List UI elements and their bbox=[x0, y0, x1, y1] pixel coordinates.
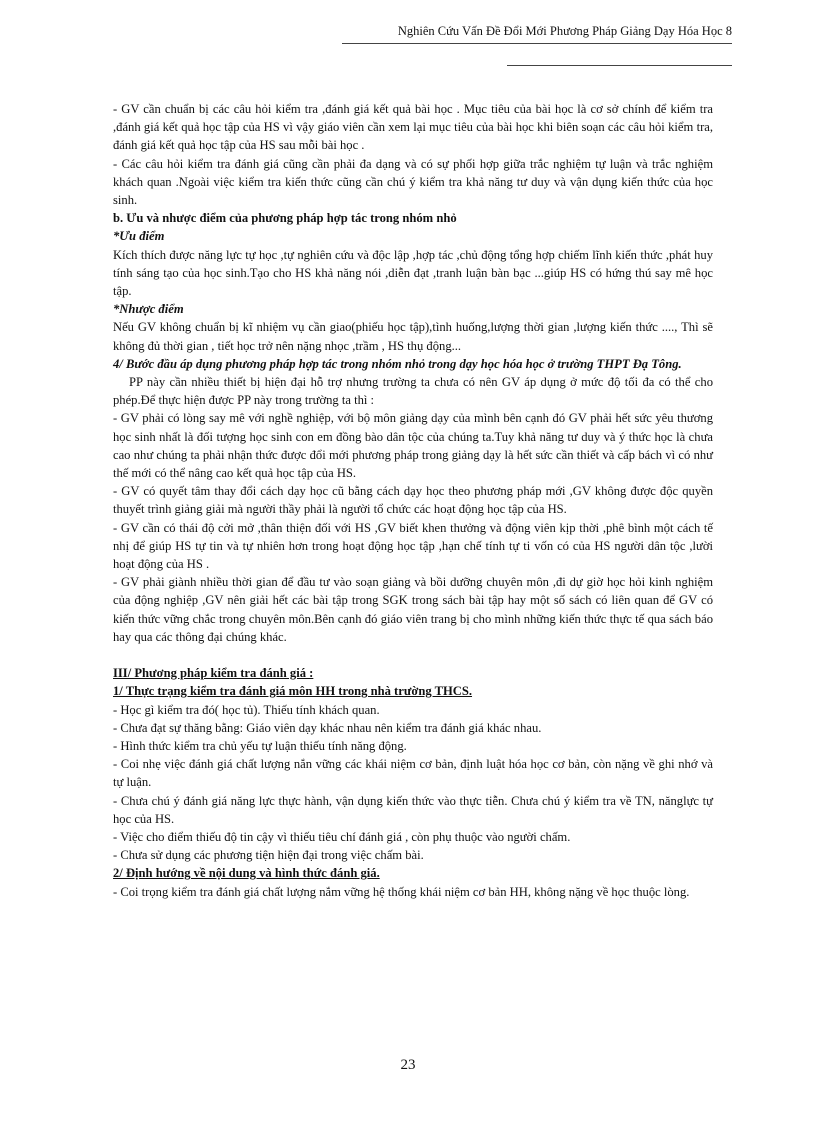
page-number: 23 bbox=[400, 1057, 416, 1073]
section-heading: 4/ Bước đầu áp dụng phương pháp hợp tác trong nhóm nhỏ trong dạy học hóa học ở trường THPT Đạ Tông. bbox=[113, 356, 682, 371]
section-heading: III/ Phương pháp kiểm tra đánh giá : bbox=[113, 666, 314, 681]
paragraph: PP này cần nhiều thiết bị hiện đại hỗ trợ nhưng trường ta chưa có nên GV áp dụng ở mức độ tối đa có thể cho phép.Để thực hiện được PP này trong trường ta thì : bbox=[113, 375, 713, 408]
paragraph: - GV cần có thái độ cởi mở ,thân thiện đối với HS ,GV biết khen thưởng và động viên kịp thời ,phê bình một cách tế nhị để giúp HS tự tin và tự nhiên hơn trong hoạt động học tập ,hạn chế tính tự ti vốn có của HS người dân tộc ,lười hoạt động của HS . bbox=[113, 520, 713, 572]
paragraph: Nếu GV không chuẩn bị kĩ nhiệm vụ cần giao(phiếu học tập),tình huống,lượng thời gian ,lượng kiến thức ...., Thì sẽ không đủ thời gian , tiết học trở nên nặng nhọc ,trầm , HS thụ động... bbox=[113, 320, 713, 353]
section-heading: 1/ Thực trạng kiểm tra đánh giá môn HH trong nhà trường THCS. bbox=[113, 684, 473, 699]
spacer bbox=[113, 646, 713, 664]
document-body bbox=[113, 100, 713, 901]
list-item: - Coi trọng kiểm tra đánh giá chất lượng nắm vững hệ thống khái niệm cơ bản HH, không nặng về học thuộc lòng. bbox=[113, 884, 690, 899]
section-heading: b. Ưu và nhược điểm của phương pháp hợp tác trong nhóm nhỏ bbox=[113, 211, 457, 226]
paragraph: - GV cần chuẩn bị các câu hỏi kiểm tra ,đánh giá kết quả bài học . Mục tiêu của bài học là cơ sở chính để kiểm tra ,đánh giá kết quả học tập của HS vì vậy giáo viên cần xem lại mục tiêu của bài học khi biên soạn các câu hỏi kiểm tra, đánh giá kết quả học tập của HS sau mỗi bài học . bbox=[113, 102, 713, 153]
list-item: - Chưa chú ý đánh giá năng lực thực hành, vận dụng kiến thức vào thực tiễn. Chưa chú ý kiểm tra về TN, nănglực tự học của HS. bbox=[113, 793, 713, 826]
header-title: Nghiên Cứu Vấn Đề Đổi Mới Phương Pháp Giảng Dạy Hóa Học 8 bbox=[397, 24, 732, 38]
section-heading: 2/ Định hướng về nội dung và hình thức đánh giá. bbox=[113, 866, 380, 881]
list-item: - Chưa sử dụng các phương tiện hiện đại trong việc chấm bài. bbox=[113, 848, 424, 863]
paragraph: - GV có quyết tâm thay đổi cách dạy học cũ bằng cách dạy học theo phương pháp mới ,GV không được độc quyền thuyết trình giảng giải mà người thầy phải là người tổ chức các hoạt động học tập của HS. bbox=[113, 484, 713, 517]
list-item: - Coi nhẹ việc đánh giá chất lượng nắn vững các khái niệm cơ bản, định luật hóa học cơ bản, còn nặng về ghi nhớ và tự luận. bbox=[113, 757, 713, 790]
paragraph: - GV phải có lòng say mê với nghề nghiệp, với bộ môn giảng dạy của mình bên cạnh đó GV phải hết sức yêu thương học sinh nhất là đối tượng học sinh con em đồng bào dân tộc của chúng ta.Tuy khả năng tư duy và ý thức học là chưa cao như chúng ta phải nhận thức được đổi mới phương pháp trong giảng dạy là hết sức cần thiết và cấp bách vì có như thế mới có thể nâng cao kết quả học tập của HS. bbox=[113, 411, 713, 481]
subheading-disadvantages: *Nhược điểm bbox=[113, 302, 184, 317]
paragraph: - GV phải giành nhiều thời gian để đầu tư vào soạn giảng và bồi dưỡng chuyên môn ,đi dự giờ học hỏi kinh nghiệm của động nghiệp ,GV nên giải hết các bài tập trong SGK trong sách bài tập hay một số sách có liên quan để GV có kiến thức vững chắc trong chuyên môn.Bên cạnh đó giáo viên trang bị cho mình những kiến thức thực tế qua sách báo hay qua các thông đại chúng khác. bbox=[113, 575, 713, 644]
list-item: - Chưa đạt sự thăng bằng: Giáo viên dạy khác nhau nên kiểm tra đánh giá khác nhau. bbox=[113, 720, 542, 735]
header-rule-bottom bbox=[507, 65, 732, 66]
list-item: - Việc cho điểm thiếu độ tin cậy vì thiếu tiêu chí đánh giá , còn phụ thuộc vào người chấm. bbox=[113, 829, 571, 844]
header-rule-top bbox=[342, 43, 732, 44]
list-item: - Học gì kiểm tra đó( học tủ). Thiếu tính khách quan. bbox=[113, 702, 380, 717]
paragraph: Kích thích được năng lực tự học ,tự nghiên cứu và độc lập ,hợp tác ,chủ động tổng hợp chiếm lĩnh kiến thức ,phát huy tính sáng tạo của học sinh.Tạo cho HS khả năng nói ,diễn đạt ,tranh luận bàn bạc ...giúp HS có hứng thú say mê học tập. bbox=[113, 247, 713, 299]
list-item: - Hình thức kiểm tra chủ yếu tự luận thiếu tính năng động. bbox=[113, 738, 407, 753]
subheading-advantages: *Ưu điểm bbox=[113, 229, 165, 244]
paragraph: - Các câu hỏi kiểm tra đánh giá cũng cần phải đa dạng và có sự phối hợp giữa trắc nghiệm tự luận và trắc nghiệm khách quan .Ngoài việc kiểm tra kiến thức cũng cần chú ý kiểm tra khả năng tư duy và vận dụng kiến thức của học sinh. bbox=[113, 156, 713, 208]
